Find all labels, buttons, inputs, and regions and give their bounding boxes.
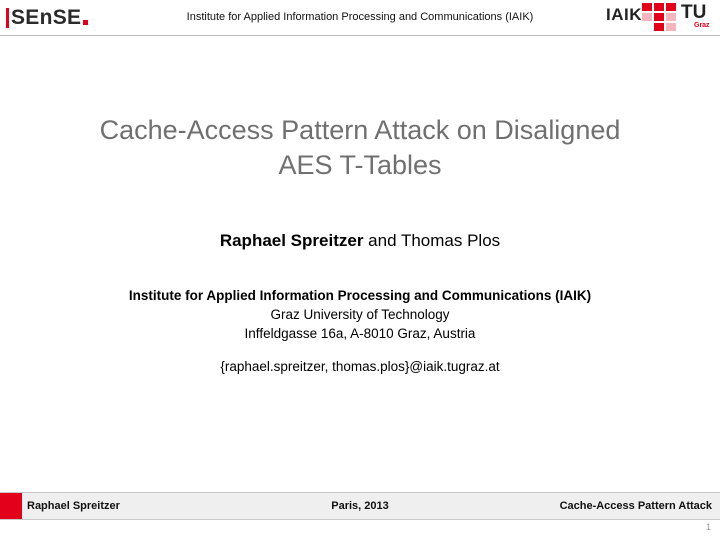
co-author-names: and Thomas Plos bbox=[368, 231, 501, 250]
author-emails: {raphael.spreitzer, thomas.plos}@iaik.tugraz.at bbox=[220, 359, 500, 374]
affiliation-university: Graz University of Technology bbox=[270, 307, 450, 322]
footer-presenter: Raphael Spreitzer bbox=[27, 500, 120, 512]
footer-venue: Paris, 2013 bbox=[331, 500, 389, 512]
affiliation-address: Inffeldgasse 16a, A-8010 Graz, Austria bbox=[244, 326, 476, 341]
iaik-logo: IAIK bbox=[606, 5, 642, 24]
graz-logo-text: Graz bbox=[694, 22, 710, 29]
presenter-name: Raphael Spreitzer bbox=[219, 231, 364, 250]
footer-talk-title: Cache-Access Pattern Attack bbox=[559, 500, 712, 512]
sense-logo-text: SEnSE bbox=[11, 6, 82, 29]
slide-title-line-2: AES T-Tables bbox=[278, 150, 442, 180]
header-institute: Institute for Applied Information Processing and Communications (IAIK) bbox=[186, 11, 534, 23]
slide-header bbox=[0, 0, 720, 36]
slide-title bbox=[0, 113, 720, 183]
affiliation-institute: Institute for Applied Information Processing and Communications (IAIK) bbox=[128, 288, 592, 303]
authors bbox=[0, 230, 720, 252]
page-number: 1 bbox=[705, 522, 711, 532]
tu-graz-logo-icon bbox=[642, 3, 676, 31]
slide-title-line-1: Cache-Access Pattern Attack on Disaligned bbox=[99, 115, 621, 145]
slide-footer bbox=[0, 492, 720, 520]
header-divider bbox=[0, 35, 720, 36]
tu-logo-text: TU bbox=[681, 2, 707, 23]
affiliation bbox=[0, 286, 720, 343]
